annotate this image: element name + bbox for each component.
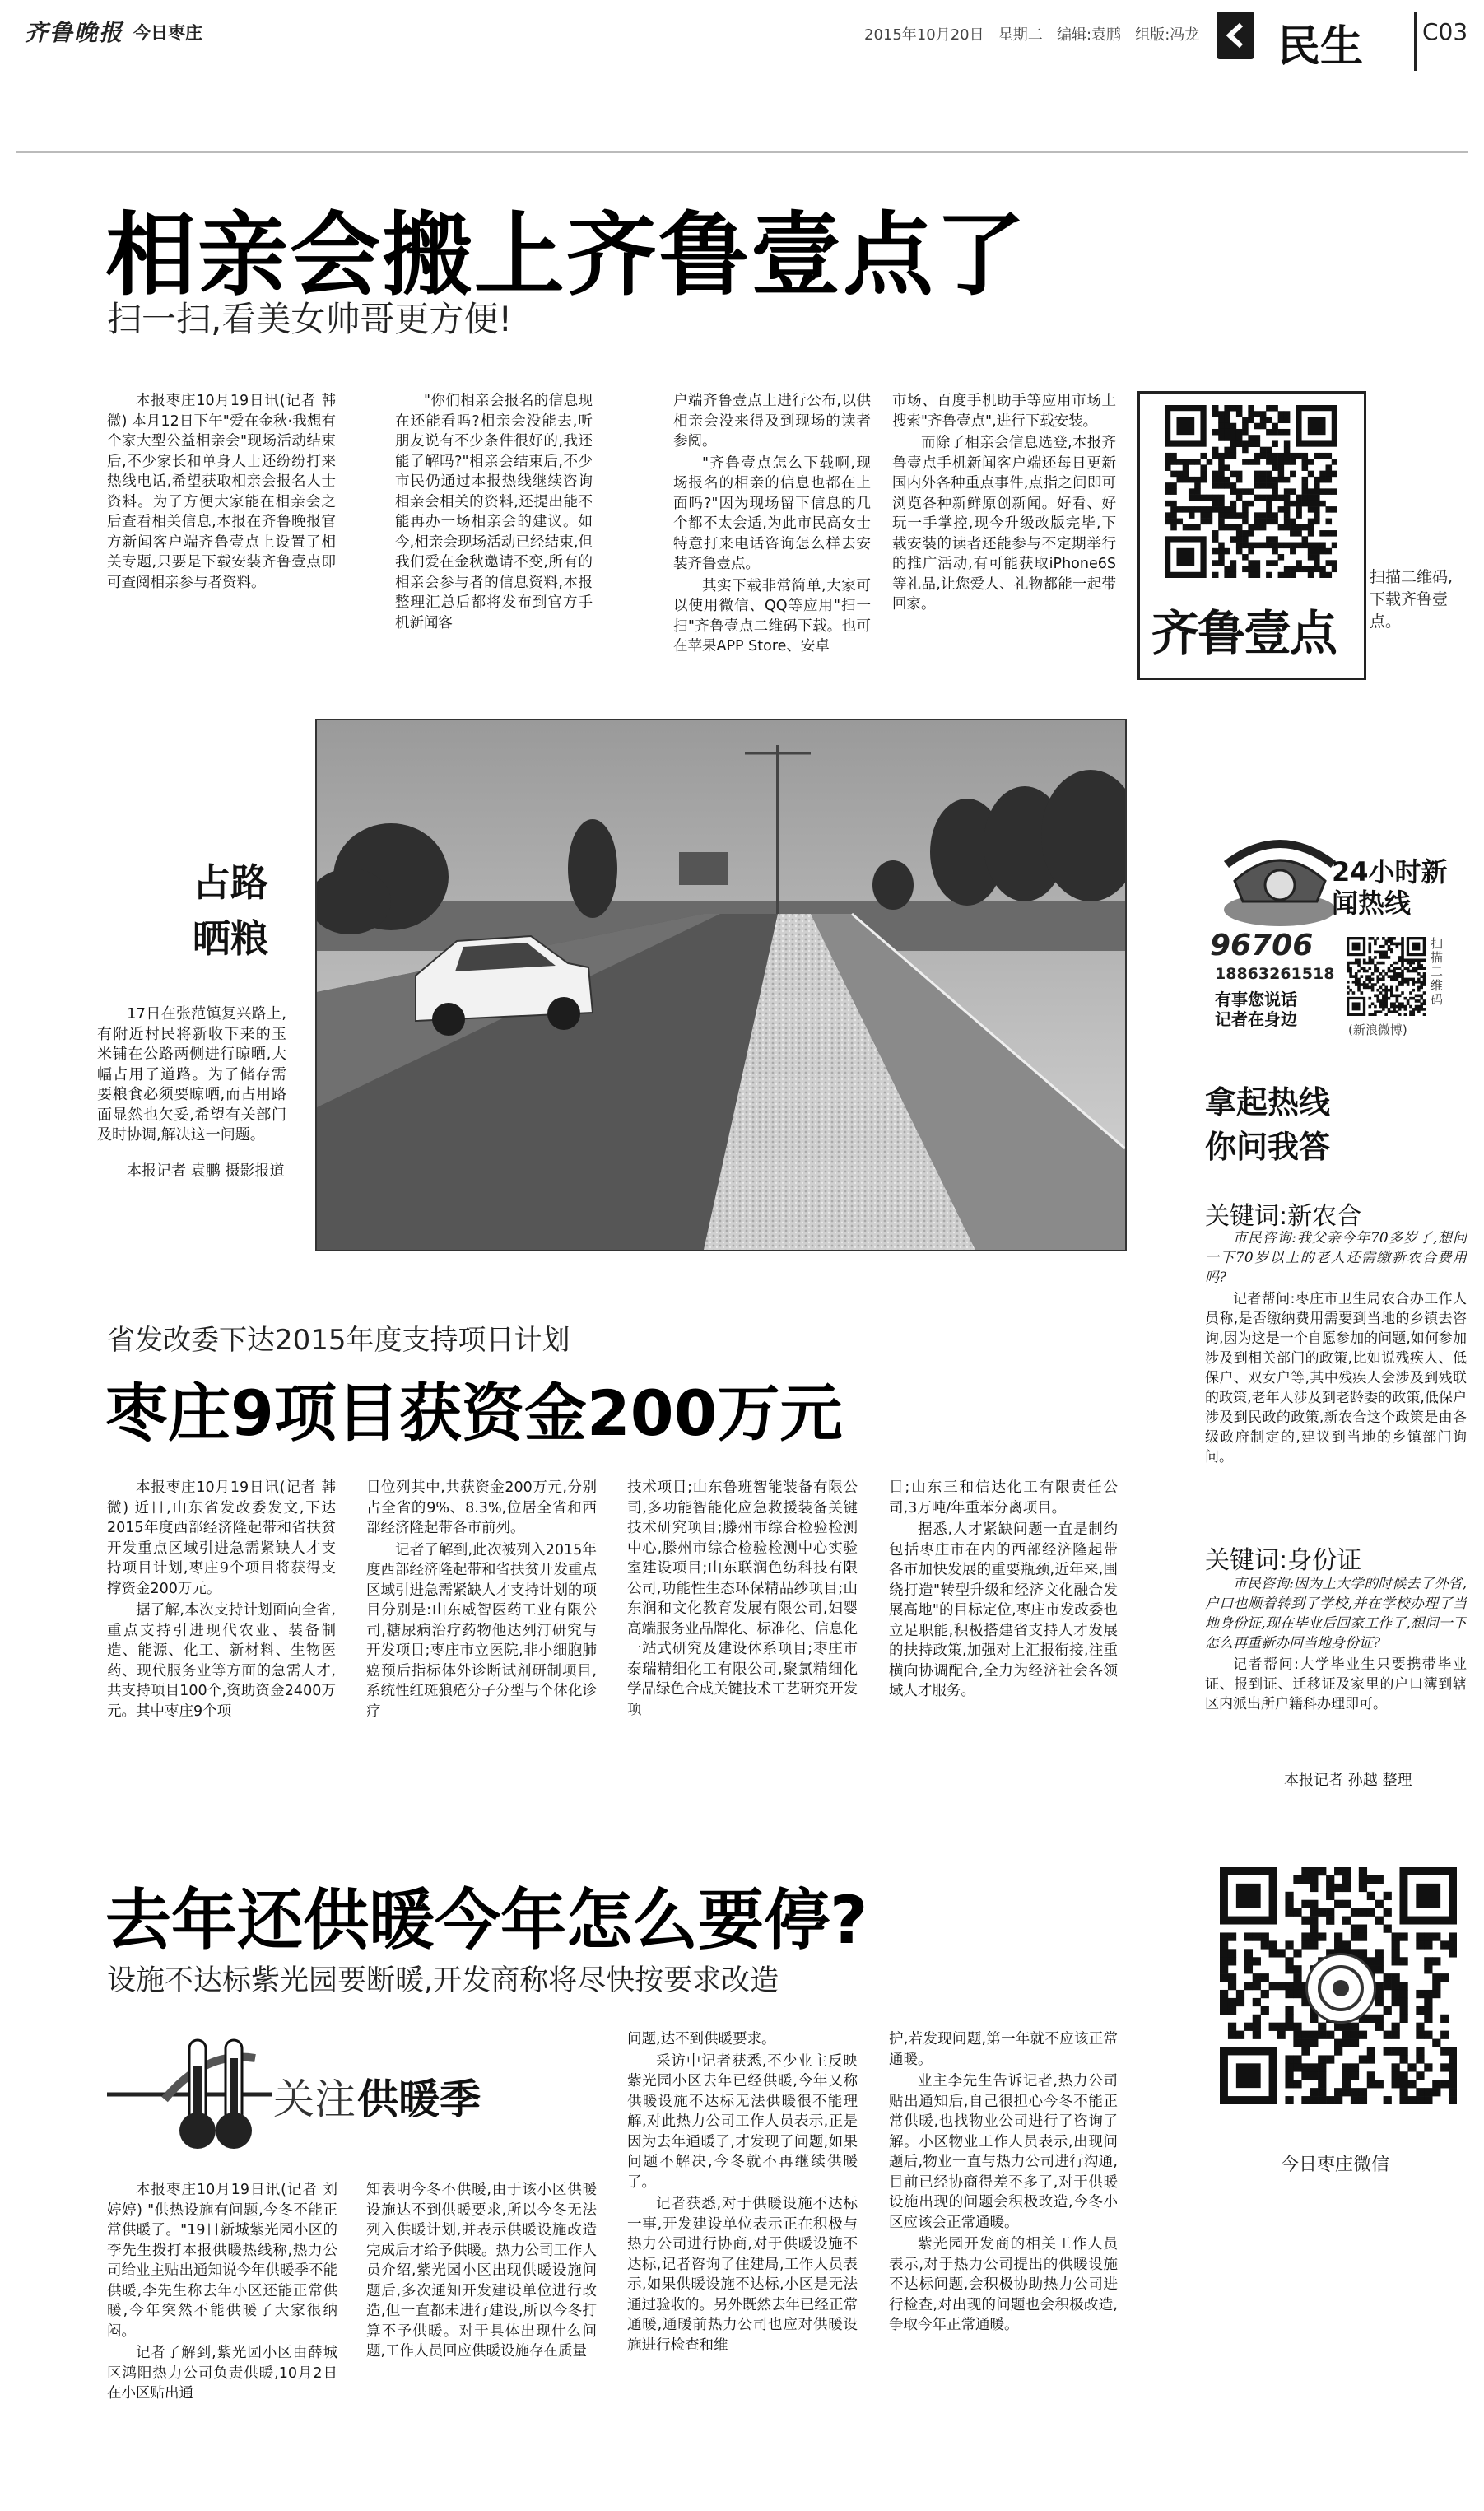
hotline-phone: 18863261518	[1215, 965, 1335, 983]
story1-column-1	[107, 391, 336, 679]
hotline-title: 24小时新闻热线	[1332, 856, 1448, 919]
story1-col1-text: 本报枣庄10月19日讯(记者 韩微) 本月12日下午"爱在金秋·我想有个家大型公益相亲会"现场活动结束后,不少家长和单身人士还纷纷打来热线电话,希望获取相亲会报名人士资料。为了方便大家能在相亲会之后查看相关信息,本报在齐鲁晚报官方新闻客户端齐鲁壹点上设置了相关专题,只要是下载安装齐鲁壹点即可查阅相亲参与者资料。	[107, 393, 336, 591]
story1-headline: 相亲会搬上齐鲁壹点了	[105, 203, 1027, 308]
chevron-left-icon	[1217, 12, 1254, 59]
section-divider	[1414, 12, 1417, 71]
story2-column-1	[107, 1478, 336, 1811]
story2-col4-text-b: 据悉,人才紧缺问题一直是制约包括枣庄市在内的西部经济隆起带各市加快发展的重要瓶颈,近年来,围绕打造"转型升级和经济文化融合发展高地"的目标定位,枣庄市发改委也立足职能,积极搭建省支持人才发展的扶持政策,加强对上汇报衔接,注重横向协调配合,全力为经济社会各领域人才服务。	[889, 1521, 1118, 1699]
qa-credit: 本报记者 孙越 整理	[1284, 1772, 1412, 1789]
wechat-qr-logo	[1305, 1953, 1376, 2024]
story2-kicker: 省发改委下达2015年度支持项目计划	[107, 1324, 570, 1357]
qa-heading-2: 你问我答	[1205, 1129, 1331, 1165]
story1-column-2	[395, 391, 593, 679]
story3-col4-text-a: 护,若发现问题,第一年就不应该正常通暖。	[889, 2031, 1118, 2068]
question-2: 市民咨询:因为上大学的时候去了外省,户口也顺着转到了学校,并在学校办理了当地身份证,现在毕业后回家工作了,想问一下怎么再重新办回当地身份证?	[1205, 1576, 1467, 1651]
wechat-qr-panel[interactable]	[1220, 1867, 1457, 2104]
qa-1	[1205, 1228, 1467, 1525]
section-name: 民生	[1277, 22, 1364, 72]
story3-col2-text: 知表明今冬不供暖,由于该小区供暖设施达不到供暖要求,所以今冬无法列入供暖计划,并表示供暖设施改造完成后才给予供暖。热力公司工作人员介绍,紫光园小区出现供暖设施问题后,多次通知开发建设单位进行改造,但一直都未进行建设,所以今冬打算不予供暖。对于具体出现什么问题,工作人员回应供暖设施存在质量	[366, 2182, 597, 2360]
story2-col4-text-a: 目;山东三和信达化工有限责任公司,3万吨/年重苯分离项目。	[889, 1479, 1118, 1516]
photo-credit: 本报记者 袁鹏 摄影报道	[127, 1162, 285, 1180]
hotline-slogan-2: 记者在身边	[1215, 1009, 1297, 1029]
story3-col4-text-c: 紫光园开发商的相关工作人员表示,对于热力公司提出的供暖设施不达标问题,会积极协助热力公司进行检查,对出现的问题也会积极改造,争取今年正常通暖。	[889, 2236, 1118, 2333]
masthead-paper-name: 齐鲁晚报	[25, 19, 124, 46]
keyword-2: 关键词:身份证	[1205, 1546, 1362, 1575]
hotline-badge	[1185, 832, 1465, 1046]
corn-drying-photo	[315, 719, 1127, 1251]
answer-1: 记者帮问:枣庄市卫生局农合办工作人员称,是否缴纳费用需要到当地的乡镇去咨询,因为这是一个自愿参加的问题,如何参加涉及到相关部门的政策,比如说残疾人、低保户、双女户等,其中残疾人会涉及到残联的政策,老年人涉及到老龄委的政策,低保户涉及到民政的政策,新农合这个政策是由各级政府制定的,建议到当地的乡镇部门询问。	[1205, 1291, 1467, 1465]
story2-col3-text: 技术项目;山东鲁班智能装备有限公司,多功能智能化应急救援装备关键技术研究项目;滕州市综合检验检测中心,滕州市综合检验检测中心实验室建设项目;山东联润色纺科技有限公司,功能性生态环保精品纱项目;山东润和文化教育发展有限公司,妇婴高端服务业品牌化、标准化、信息化一站式研究及建设体系项目;枣庄市泰瑞精细化工有限公司,聚氯精细化学品绿色合成关键技术工艺研究开发项	[627, 1479, 858, 1718]
logo-text-heating: 供暖季	[357, 2075, 481, 2123]
story1-column-4	[892, 391, 1116, 679]
story3-col1-text-b: 记者了解到,紫光园小区由薛城区鸿阳热力公司负责供暖,10月2日在小区贴出通	[107, 2345, 337, 2402]
story1-subhead: 扫一扫,看美女帅哥更方便!	[107, 299, 513, 339]
story2-column-2	[366, 1478, 597, 1811]
telephone-icon	[1218, 832, 1342, 930]
story1-col3-text-b: "齐鲁壹点怎么下载啊,现场报名的相亲的信息也都在上面吗?"因为现场留下信息的几个都不太会适,为此市民高女士特意打来电话咨询怎么样去安装齐鲁壹点。	[673, 454, 871, 572]
photo-title-line1: 占路	[193, 860, 268, 905]
story3-column-1	[107, 2180, 337, 2460]
qilu-qr-caption: 扫描二维码,下载齐鲁壹点。	[1370, 568, 1454, 631]
story2-column-4	[889, 1478, 1118, 1811]
weibo-qr-code-icon[interactable]	[1347, 937, 1426, 1016]
newspaper-logo-icon	[1308, 1955, 1374, 2021]
story3-headline: 去年还供暖今年怎么要停?	[105, 1882, 868, 1959]
story2-col1-text-a: 本报枣庄10月19日讯(记者 韩微) 近日,山东省发改委发文,下达2015年度西部经济隆起带和省扶贫开发重点区域引进急需紧缺人才支持项目计划,枣庄9个项目将获得支撑资金200万元。	[107, 1479, 336, 1597]
photo-title-line2: 晒粮	[193, 916, 268, 961]
qr-code-icon[interactable]	[1165, 405, 1337, 578]
story2-col1-text-b: 据了解,本次支持计划面向全省,重点支持引进现代农业、装备制造、能源、化工、新材料、生物医药、现代服务业等方面的急需人才,共支持项目100个,资助资金2400万元。其中枣庄9个项	[107, 1602, 336, 1720]
issue-date: 2015年10月20日	[864, 26, 984, 44]
issue-weekday: 星期二	[998, 26, 1043, 44]
keyword-1: 关键词:新农合	[1205, 1202, 1362, 1231]
story1-col3-text-a: 户端齐鲁壹点上进行公布,以供相亲会没来得及到现场的读者参阅。	[673, 393, 871, 450]
layout-credit: 组版:冯龙	[1135, 26, 1200, 44]
story1-column-3	[673, 391, 871, 679]
masthead-rule	[16, 151, 1468, 153]
story3-column-4	[889, 2029, 1118, 2482]
logo-text-attention: 关注	[273, 2075, 356, 2123]
question-1: 市民咨询:我父亲今年70多岁了,想问一下70岁以上的老人还需缴新农合费用吗?	[1205, 1230, 1467, 1286]
qilu-yidian-qr-panel[interactable]	[1137, 391, 1366, 680]
story3-column-2	[366, 2180, 597, 2460]
story3-subhead: 设施不达标紫光园要断暖,开发商称将尽快按要求改造	[107, 1964, 779, 1997]
hotline-slogan-1: 有事您说话	[1215, 990, 1297, 1009]
wechat-qr-caption: 今日枣庄微信	[1281, 2155, 1390, 2175]
masthead-edition: 今日枣庄	[133, 23, 202, 43]
story3-col3-text-c: 记者获悉,对于供暖设施不达标一事,开发建设单位表示正在积极与热力公司进行协商,对于供暖设施不达标,记者咨询了住建局,工作人员表示,如果供暖设施不达标,小区是无法通过验收的。另外既然去年已经正常通暖,通暖前热力公司也应对供暖设施进行检查和维	[627, 2196, 858, 2354]
story1-col4-text-a: 市场、百度手机助手等应用市场上搜索"齐鲁壹点",进行下载安装。	[892, 393, 1116, 430]
qa-heading-1: 拿起热线	[1205, 1084, 1331, 1120]
story3-column-3	[627, 2029, 858, 2482]
story3-col3-text-a: 问题,达不到供暖要求。	[627, 2031, 776, 2047]
story2-col2-text-b: 记者了解到,此次被列入2015年度西部经济隆起带和省扶贫开发重点区域引进急需紧缺人才支持计划的项目分别是:山东威智医药工业有限公司,糖尿病治疗药物他达列汀研究与开发项目;枣庄市立医院,非小细胞肺癌预后指标体外诊断试剂研制项目,系统性红斑狼疮分子分型与个体化诊疗	[366, 1541, 597, 1720]
qr-brand-text: 齐鲁壹点	[1151, 605, 1337, 661]
story2-col2-text-a: 目位列其中,共获资金200万元,分别占全省的9%、8.3%,位居全省和西部经济隆起带各市前列。	[366, 1479, 597, 1536]
story3-col4-text-b: 业主李先生告诉记者,热力公司贴出通知后,自己很担心今冬不能正常供暖,也找物业公司进行了咨询了解。小区物业工作人员表示,出现问题后,物业一直与热力公司进行沟通,目前已经协商得差不多了,对于供暖设施出现的问题会积极改造,今冬小区应该会正常通暖。	[889, 2073, 1118, 2231]
photo-caption	[97, 1004, 286, 1157]
story3-col3-text-b: 采访中记者获悉,不少业主反映紫光园小区去年已经供暖,今年又称供暖设施不达标无法供暖很不能理解,对此热力公司工作人员表示,正是因为去年通暖了,才发现了问题,如果问题不解决,今冬就不再继续供暖了。	[627, 2052, 858, 2191]
qa-2	[1205, 1574, 1467, 1768]
hotline-number: 96706	[1210, 929, 1314, 962]
answer-2: 记者帮问:大学毕业生只要携带毕业证、报到证、迁移证及家里的户口簿到辖区内派出所户籍科办理即可。	[1205, 1656, 1467, 1712]
editor-credit: 编辑:袁鹏	[1056, 26, 1122, 44]
section-badge	[1217, 12, 1254, 59]
story2-column-3	[627, 1478, 858, 1811]
heating-season-logo	[107, 2033, 601, 2157]
story1-col2-text: "你们相亲会报名的信息现在还能看吗?相亲会没能去,听朋友说有不少条件很好的,我还能了解吗?"相亲会结束后,不少市民仍通过本报热线继续咨询相亲会相关的资料,还提出能不能再办一场相亲会的建议。如今,相亲会现场活动已经结束,但我们爱在金秋邀请不变,所有的相亲会参与者的信息资料,本报整理汇总后都将发布到官方手机新闻客	[395, 393, 593, 631]
story3-col1-text-a: 本报枣庄10月19日讯(记者 刘婷婷) "供热设施有问题,今冬不能正常供暖了。"19日新城紫光园小区的李先生拨打本报供暖热线称,热力公司给业主贴出通知说今年供暖季不能供暖,李先生称去年小区还能正常供暖,今年突然不能供暖了大家很纳闷。	[107, 2182, 337, 2340]
story2-headline: 枣庄9项目获资金200万元	[105, 1377, 843, 1450]
weibo-label: (新浪微博)	[1348, 1023, 1407, 1037]
masthead-info	[864, 23, 1199, 44]
photo-caption-text: 17日在张范镇复兴路上,有附近村民将新收下来的玉米铺在公路两侧进行晾晒,大幅占用了道路。为了储存需要粮食必须要晾晒,而占用路面显然也欠妥,希望有关部门及时协调,解决这一问题。	[97, 1005, 286, 1144]
story1-col3-text-c: 其实下载非常简单,大家可以使用微信、QQ等应用"扫一扫"齐鲁壹点二维码下载。也可在苹果APP Store、安卓	[673, 577, 871, 655]
page-number: C03	[1422, 18, 1468, 45]
weibo-qr-note: 扫描二维码	[1431, 936, 1444, 1007]
thermometer-icon	[107, 2033, 272, 2157]
story1-col4-text-b: 而除了相亲会信息选登,本报齐鲁壹点手机新闻客户端还每日更新国内外各种重点事件,点指之间即可浏览各种新鲜原创新闻。好看、好玩一手掌控,现今升级改版完毕,下载安装的读者还能参与不定期举行的推广活动,有可能获取iPhone6S等礼品,让您爱人、礼物都能一起带回家。	[892, 435, 1116, 613]
